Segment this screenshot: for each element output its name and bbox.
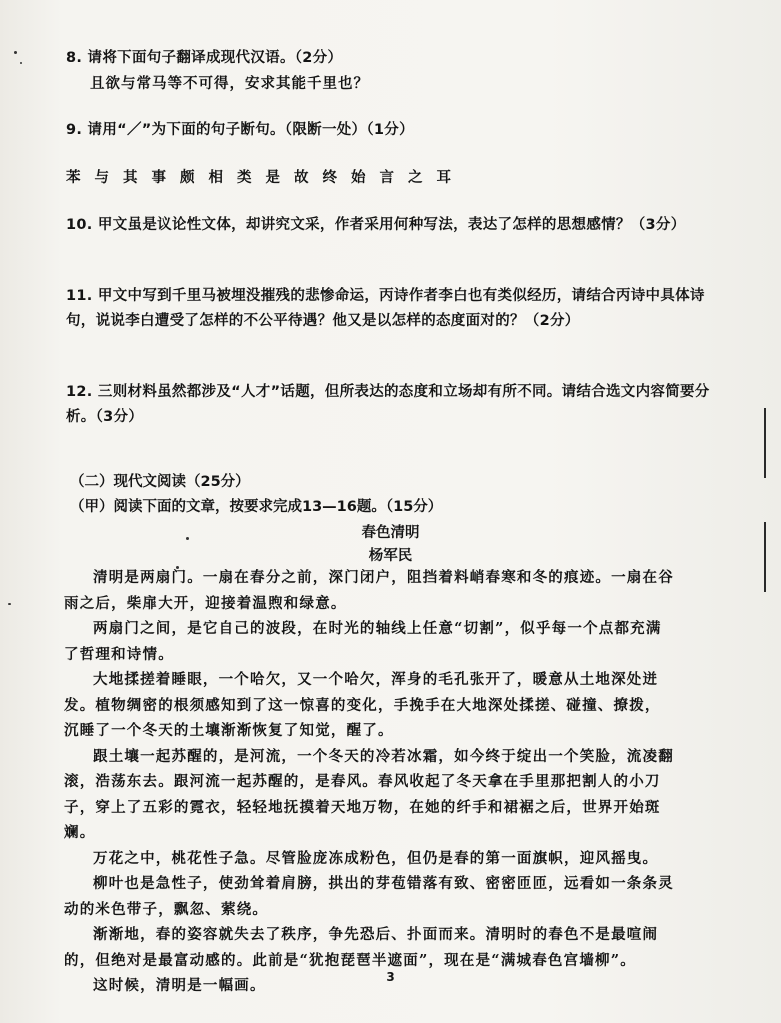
question-8: [66, 46, 716, 96]
essay-paragraph: 这时候，清明是一幅画。: [93, 977, 266, 994]
essay-paragraph: 清明是两扇门。一扇在春分之前，深门闭户，阻挡着料峭春寒和冬的痕迹。一扇在谷雨之后，柴扉大开，迎接着温煦和绿意。: [64, 569, 674, 612]
scan-speck: [8, 603, 11, 605]
essay-paragraph: 渐渐地，春的姿容就失去了秩序，争先恐后、扑面而来。清明时的春色不是最喧闹的，但绝对是最富动感的。此前是“犹抱琵琶半遮面”，现在是“满城春色宫墙柳”。: [64, 926, 659, 969]
scan-edge-line: [764, 408, 766, 478]
question-8-sentence: 且欲与常马等不可得，安求其能千里也？: [90, 75, 369, 92]
essay-body: [64, 565, 676, 999]
section-heading: （二）现代文阅读（25分）: [70, 474, 250, 490]
essay-paragraph: 跟土壤一起苏醒的，是河流，一个冬天的冷若冰霜，如今终于绽出一个笑脸，流凌翻滚，浩荡东去。跟河流一起苏醒的，是春风。春风收起了冬天拿在手里那把割人的小刀子，穿上了五彩的霓衣，轻轻地抚摸着天地万物，在她的纤手和裙裾之后，世界开始斑斓。: [64, 747, 674, 841]
scan-speck: [20, 62, 22, 64]
scan-speck: [14, 51, 17, 54]
question-12: [66, 380, 716, 430]
section-instruction: （甲）阅读下面的文章，按要求完成13—16题。（15分）: [70, 499, 443, 515]
essay-paragraph: 柳叶也是急性子，使劲耸着肩膀，拱出的芽苞错落有致、密密匝匝，远看如一条条灵动的米色带子，飘忽、萦绕。: [64, 875, 674, 918]
essay-author: 杨军民: [368, 547, 413, 564]
essay-paragraph: 万花之中，桃花性子急。尽管脸庞冻成粉色，但仍是春的第一面旗帜，迎风摇曳。: [93, 849, 659, 867]
question-9-sentence: 苯与其事颇相类是故终始言之耳: [66, 169, 465, 186]
question-10: [66, 213, 716, 238]
question-11-prompt: 11. 甲文中写到千里马被埋没摧残的悲惨命运，丙诗作者李白也有类似经历，请结合丙诗中具体诗句，说说李白遭受了怎样的不公平待遇？他又是以怎样的态度面对的？（2分）: [66, 288, 705, 329]
question-12-prompt: 12. 三则材料虽然都涉及“人才”话题，但所表达的态度和立场却有所不同。请结合选文内容简要分析。（3分）: [66, 384, 710, 425]
question-11: [66, 284, 716, 334]
essay-title: 春色清明: [361, 524, 420, 541]
page-number: 3: [386, 970, 395, 984]
question-8-prompt: 8. 请将下面句子翻译成现代汉语。（2分）: [66, 50, 343, 66]
question-9-prompt: 9. 请用“／”为下面的句子断句。（限断一处）（1分）: [66, 122, 414, 138]
question-9: [66, 118, 716, 143]
question-10-prompt: 10. 甲文虽是议论性文体，却讲究文采，作者采用何种写法，表达了怎样的思想感情？（3分）: [66, 217, 686, 233]
essay-paragraph: 大地揉搓着睡眼，一个哈欠，又一个哈欠，浑身的毛孔张开了，暖意从土地深处迸发。植物绸密的根须感知到了这一惊喜的变化，手挽手在大地深处揉搓、碰撞、撩拨，沉睡了一个冬天的土壤渐渐恢复了知觉，醒了。: [64, 671, 661, 739]
essay-paragraph: 两扇门之间，是它自己的波段，在时光的轴线上任意“切割”，似乎每一个点都充满了哲理和诗情。: [64, 620, 662, 663]
